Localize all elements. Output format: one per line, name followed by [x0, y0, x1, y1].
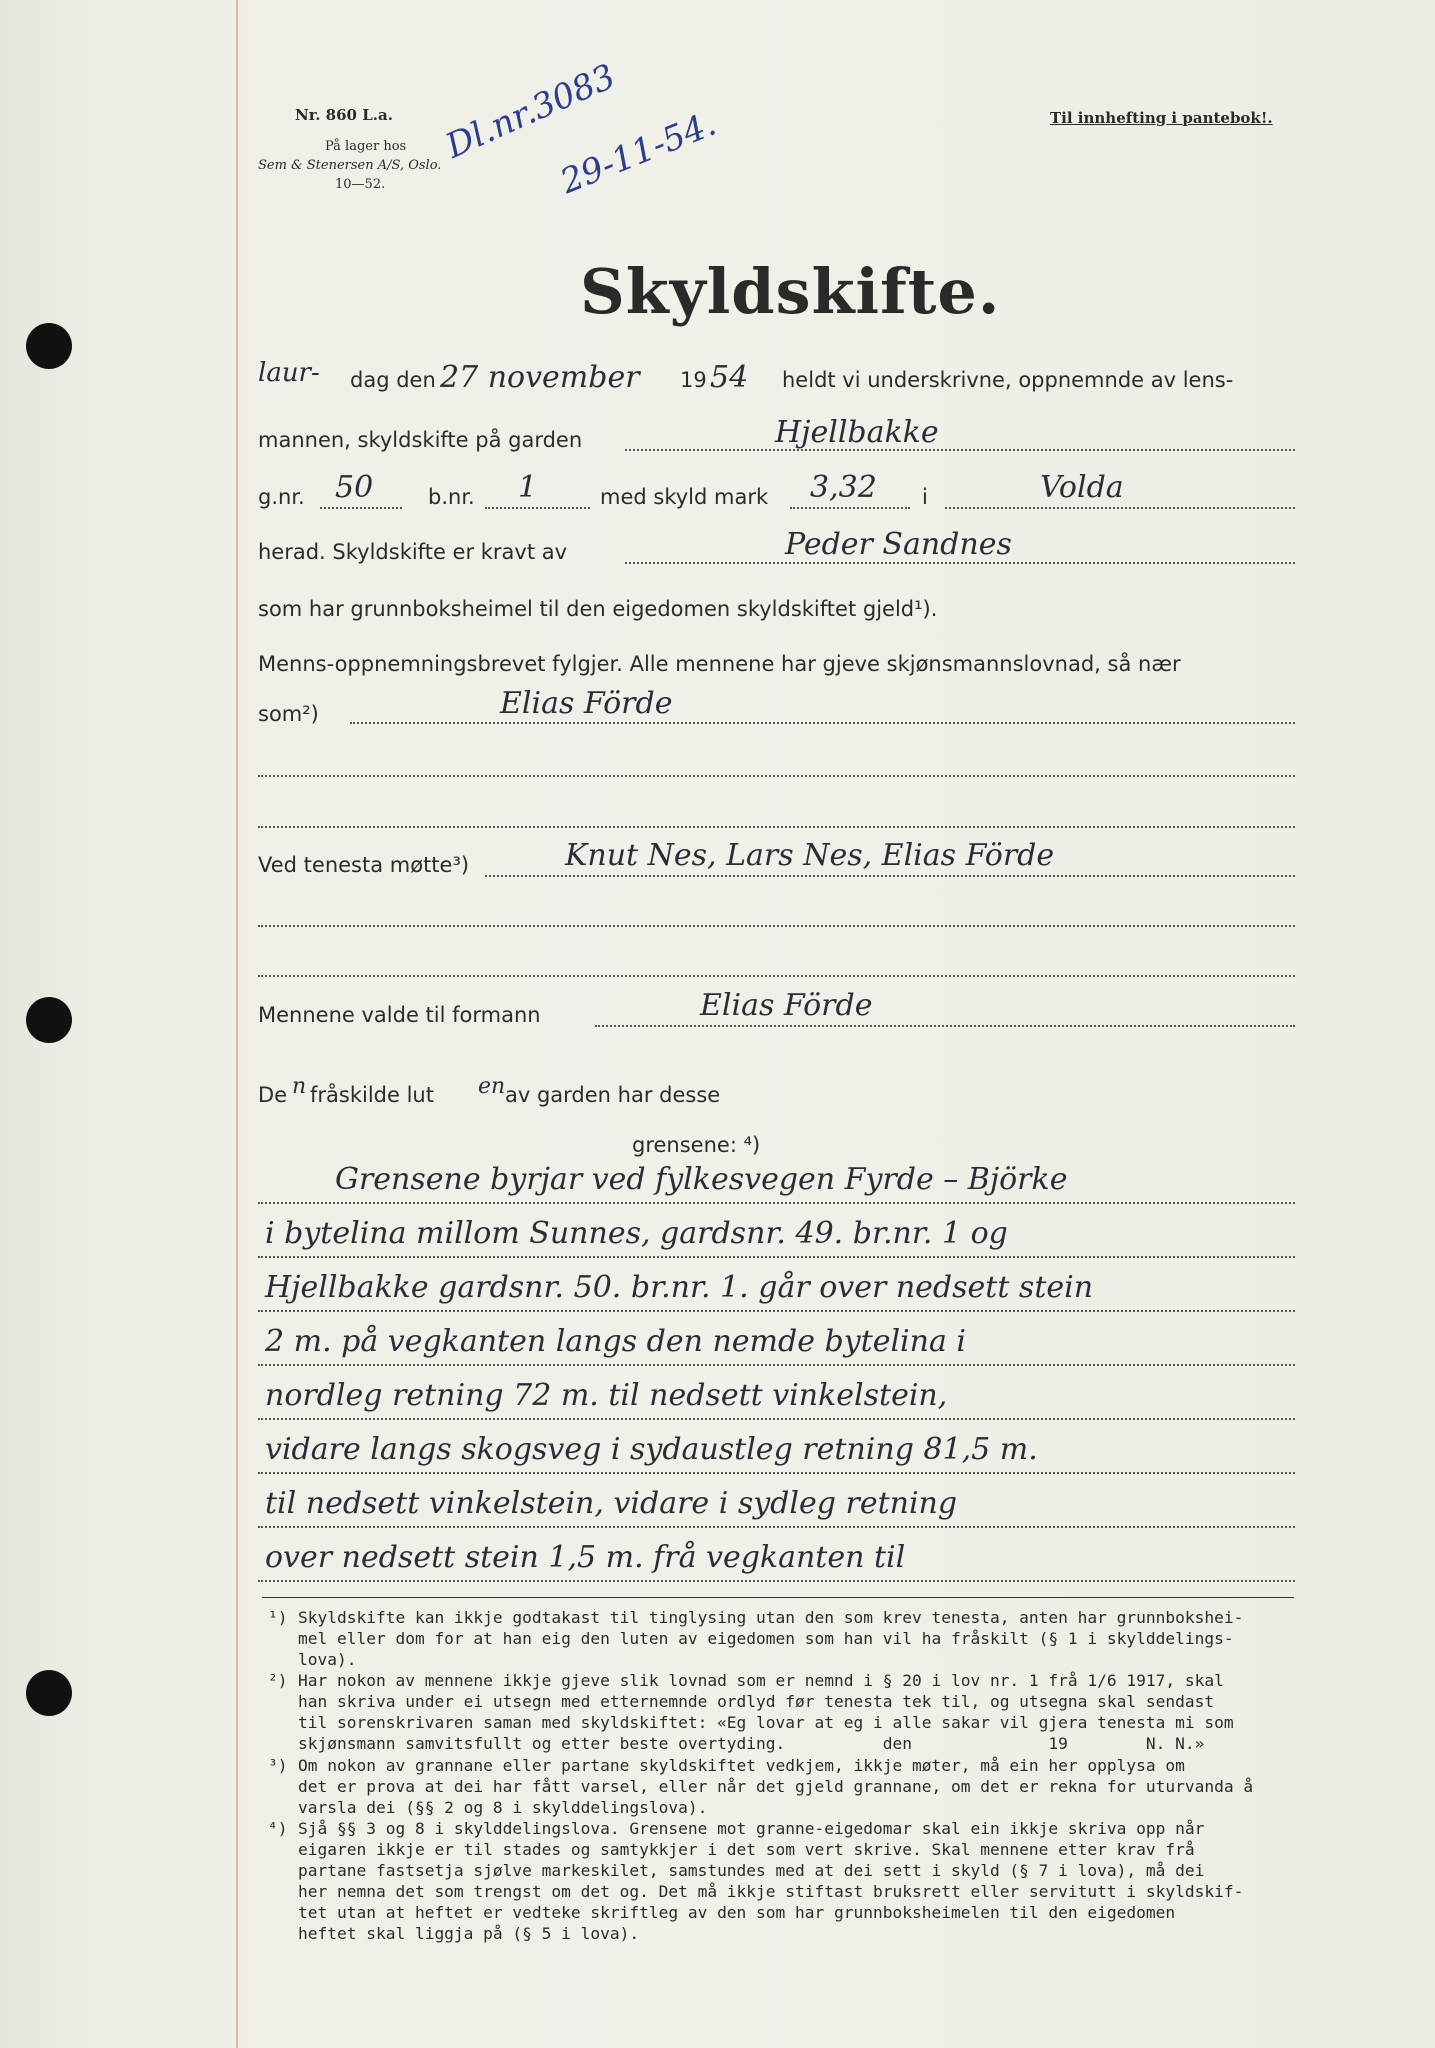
- parts-hand-a: n: [292, 1074, 307, 1099]
- parts-label-c: av garden har desse: [505, 1083, 721, 1107]
- som-label: som²): [258, 702, 319, 726]
- heimel-text: som har grunnboksheimel til den eigedomen skyldskiftet gjeld¹).: [258, 597, 938, 621]
- footnote-rule: [262, 1597, 1294, 1598]
- bnr-hand: 1: [518, 470, 538, 505]
- punch-hole-middle: [26, 997, 72, 1043]
- oppnemning-text: Menns-oppnemningsbrevet fylgjer. Alle mennene har gjeve skjønsmannslovnad, så nær: [258, 652, 1181, 676]
- chair-label: Mennene valde til formann: [258, 1003, 541, 1027]
- bnr-label: b.nr.: [428, 485, 475, 509]
- stock-line-2: Sem & Stenersen A/S, Oslo.: [258, 158, 442, 173]
- skyld-hand: 3,32: [810, 470, 877, 505]
- footnote-number: ³): [268, 1756, 288, 1775]
- punch-hole-bottom: [26, 1670, 72, 1716]
- footnote-text: Skyldskifte kan ikkje godtakast til tinglysing utan den som krev tenesta, anten har grunnbokshei- mel eller dom for at han eig den luten av eigedomen som han vil ha fråskilt (§ 1 i skylddelings- lova).: [298, 1608, 1244, 1669]
- gnr-hand: 50: [335, 470, 374, 505]
- chair-hand: Elias Förde: [700, 988, 873, 1023]
- i-label: i: [922, 485, 928, 509]
- parts-hand-b: en: [478, 1074, 506, 1099]
- registry-annotation-number: Dl.nr.3083: [440, 56, 622, 167]
- intro-text: heldt vi underskrivne, oppnemnde av lens-: [782, 368, 1234, 392]
- form-number: Nr. 860 L.a.: [295, 106, 393, 124]
- footnote-text: Sjå §§ 3 og 8 i skylddelingslova. Grensene mot granne-eigedomar skal ein ikkje skriva opp når eigaren ikkje er til stades og samtykkjer i det som vert skrive. Skal mennene etter krav frå partane fastsetja sjølve markeskilet, samstundes med at dei sett i skyld (§ 7 i lova), må dei her nemna det som trengst om det og. Det må ikkje stiftast bruksrett eller servitutt i skyldskif- tet utan at heftet er vedteke skriftleg av den som har grunnboksheimelen til den eigedomen heftet skal liggja på (§ 5 i lova).: [298, 1819, 1244, 1943]
- footnote-text: Har nokon av mennene ikkje gjeve slik lovnad som er nemnd i § 20 i lov nr. 1 frå 1/6 1917, skal han skriva under ei utsegn med etternemnde ordlyd før tenesta tek til, og utsegna skal sendast til sorenskrivaren saman med skyldskiftet: «Eg lovar at eg i alle sakar vil gjera tenesta mi som skjønsmann samvitsfullt og etter beste overtyding. den 19 N. N.»: [298, 1671, 1234, 1753]
- footnote-text: Om nokon av grannane eller partane skyldskiftet vedkjem, ikkje møter, må ein her opplysa om det er prova at dei har fått varsel, eller når det gjeld grannane, om det er rekna for uturvanda å varsla dei (§§ 2 og 8 i skylddelingslova).: [298, 1756, 1254, 1817]
- parts-label-b: fråskilde lut: [310, 1083, 434, 1107]
- page-title: Skyldskifte.: [580, 255, 1001, 328]
- footnote-number: ⁴): [268, 1819, 288, 1838]
- farm-name-hand: Hjellbakke: [775, 415, 939, 450]
- requester-hand: Peder Sandnes: [785, 527, 1012, 562]
- pantebok-note: Til innhefting i pantebok!.: [1050, 109, 1273, 127]
- footnote-2: [268, 1670, 1298, 1754]
- date-hand: 27 november: [440, 360, 640, 395]
- skyld-label: med skyld mark: [600, 485, 769, 509]
- footnote-4: [268, 1818, 1298, 1944]
- borders-label: grensene: ⁴): [632, 1133, 761, 1157]
- present-hand: Knut Nes, Lars Nes, Elias Förde: [565, 838, 1055, 873]
- municipality-hand: Volda: [1040, 470, 1124, 505]
- footnote-number: ²): [268, 1671, 288, 1690]
- footnote-number: ¹): [268, 1608, 288, 1627]
- year-prefix: 19: [680, 368, 707, 392]
- border-line: Hjellbakke gardsnr. 50. br.nr. 1. går over nedsett stein: [265, 1270, 1094, 1305]
- year-hand: 54: [710, 360, 749, 395]
- parts-label-a: De: [258, 1083, 288, 1107]
- punch-hole-top: [26, 323, 72, 369]
- border-line: i bytelina millom Sunnes, gardsnr. 49. br.nr. 1 og: [265, 1216, 1008, 1251]
- present-label: Ved tenesta møtte³): [258, 853, 470, 877]
- farm-label: mannen, skyldskifte på garden: [258, 428, 583, 452]
- border-line: Grensene byrjar ved fylkesvegen Fyrde – Björke: [335, 1162, 1068, 1197]
- gnr-label: g.nr.: [258, 485, 305, 509]
- border-line: over nedsett stein 1,5 m. frå vegkanten til: [265, 1540, 906, 1575]
- footnote-3: [268, 1755, 1298, 1818]
- requester-label: herad. Skyldskifte er kravt av: [258, 540, 568, 564]
- border-line: 2 m. på vegkanten langs den nemde bytelina i: [265, 1324, 966, 1359]
- weekday-hand: laur-: [258, 358, 320, 388]
- stock-line-3: 10—52.: [335, 177, 386, 192]
- footnote-1: [268, 1607, 1298, 1670]
- registry-annotation-date: 29-11-54.: [555, 103, 722, 203]
- border-line: til nedsett vinkelstein, vidare i sydleg retning: [265, 1486, 958, 1521]
- stock-line-1: På lager hos: [325, 139, 407, 154]
- margin-line: [236, 0, 238, 2048]
- som-hand: Elias Förde: [500, 686, 673, 721]
- border-line: nordleg retning 72 m. til nedsett vinkelstein,: [265, 1378, 948, 1413]
- border-line: vidare langs skogsveg i sydaustleg retning 81,5 m.: [265, 1432, 1038, 1467]
- dag-den-label: dag den: [350, 368, 436, 392]
